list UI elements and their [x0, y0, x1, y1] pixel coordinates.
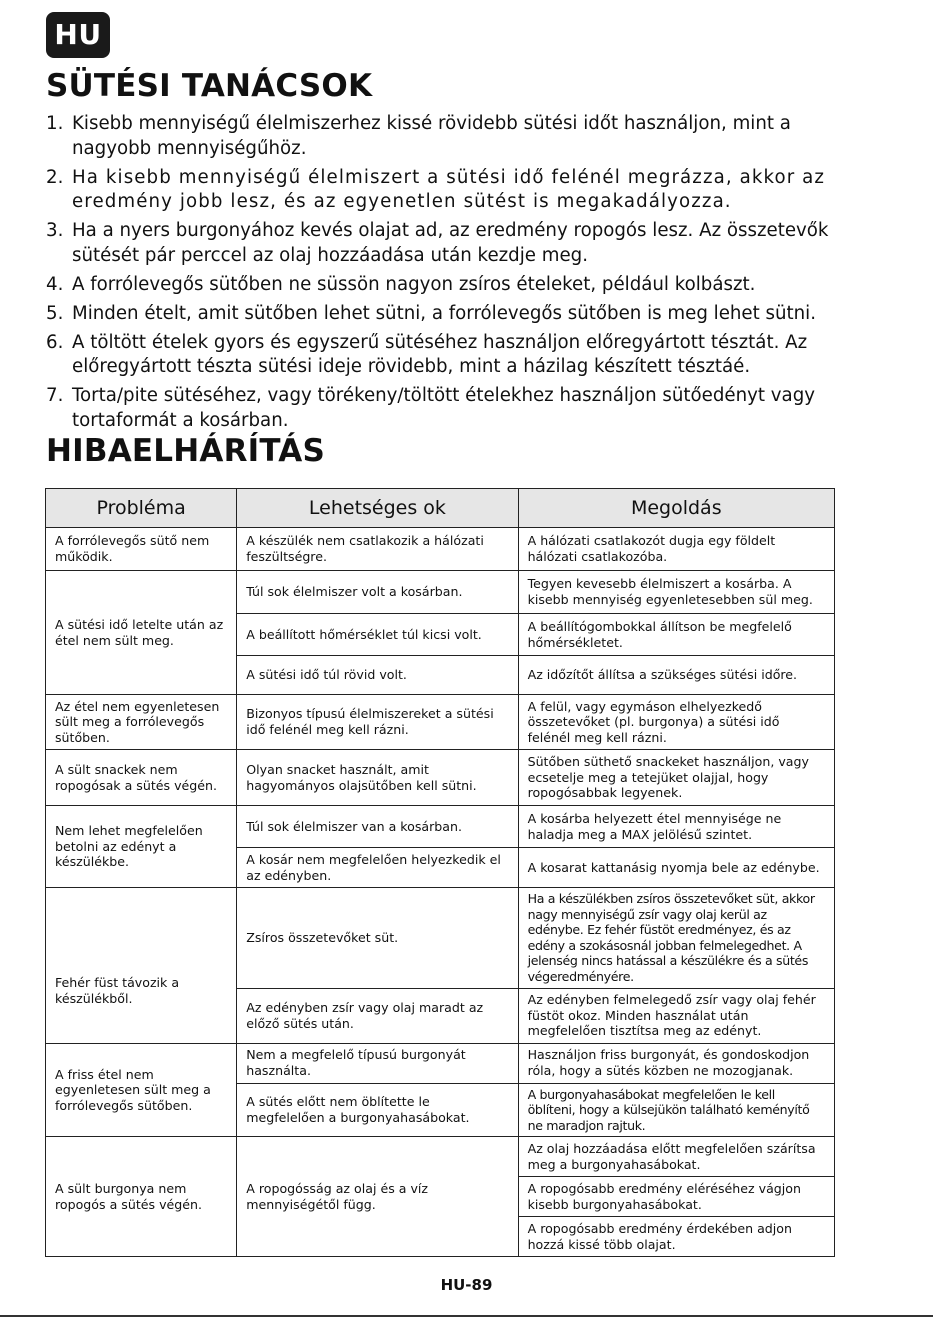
solution-cell: A kosarat kattanásig nyomja bele az edénybe.: [518, 848, 834, 888]
cause-cell: A készülék nem csatlakozik a hálózati feszültségre.: [237, 528, 518, 571]
solution-cell: A ropogósabb eredmény eléréséhez vágjon kisebb burgonyahasábokat.: [518, 1177, 834, 1217]
section-title-cooking-tips: SÜTÉSI TANÁCSOK: [46, 68, 373, 104]
cause-cell: Olyan snacket használt, amit hagyományos olajsütőben kell sütni.: [237, 750, 518, 806]
troubleshooting-table: [45, 488, 835, 1257]
cause-cell: A sütés előtt nem öblítette le megfelelően a burgonyahasábokat.: [237, 1083, 518, 1137]
table-header-row: [46, 489, 835, 528]
solution-cell: Sütőben süthető snackeket használjon, vagy ecsetelje meg a tetejüket olajjal, hogy ropogósabbak legyenek.: [518, 750, 834, 806]
tip-item: 2. Ha kisebb mennyiségű élelmiszert a sütési idő felénél megrázza, akkor az eredmény jobb lesz, és az egyenetlen sütést is megakadályozza.: [46, 166, 826, 212]
solution-cell: Az edényben felmelegedő zsír vagy olaj fehér füstöt okoz. Minden használat után megfelelően tisztítsa meg az edényt.: [518, 988, 834, 1043]
cause-cell: Túl sok élelmiszer volt a kosárban.: [237, 571, 518, 614]
header-problem: Probléma: [46, 489, 237, 528]
tip-item: 7. Torta/pite sütéséhez, vagy törékeny/töltött ételekhez használjon sütőedényt vagy tortaformát a kosárban.: [46, 385, 816, 431]
cause-cell: Túl sok élelmiszer van a kosárban.: [237, 806, 518, 848]
bottom-divider: [0, 1315, 933, 1317]
problem-cell: A sült snackek nem ropogósak a sütés végén.: [46, 750, 237, 806]
problem-cell: Nem lehet megfelelően betolni az edényt a készülékbe.: [46, 806, 237, 888]
header-solution: Megoldás: [518, 489, 834, 528]
solution-cell: A hálózati csatlakozót dugja egy földelt hálózati csatlakozóba.: [518, 528, 834, 571]
table-row: [46, 528, 835, 571]
problem-cell: A sült burgonya nem ropogós a sütés végén.: [46, 1137, 237, 1257]
solution-cell: Tegyen kevesebb élelmiszert a kosárba. A kisebb mennyiség egyenletesebben sül meg.: [518, 571, 834, 614]
solution-cell: Ha a készülékben zsíros összetevőket süt, akkor nagy mennyiségű zsír vagy olaj kerül az edénybe. Ez fehér füstöt eredményez, és az edény a szokásosnál jobban felmelegedhet. A jelenség nincs hatással a készülékre és a sütés végeredményére.: [518, 888, 834, 989]
cause-cell: A sütési idő túl rövid volt.: [237, 656, 518, 695]
language-badge: HU: [46, 12, 110, 58]
tip-item: 4. A forrólevegős sütőben ne süssön nagyon zsíros ételeket, például kolbászt.: [46, 273, 756, 295]
solution-cell: A ropogósabb eredmény érdekében adjon hozzá kissé több olajat.: [518, 1217, 834, 1257]
table-row: [46, 695, 835, 750]
tip-item: 1. Kisebb mennyiségű élelmiszerhez kissé rövidebb sütési időt használjon, mint a nagyobb mennyiségűhöz.: [46, 113, 791, 159]
cause-cell: A beállított hőmérséklet túl kicsi volt.: [237, 614, 518, 656]
table-row: [46, 750, 835, 806]
problem-cell: A forrólevegős sütő nem működik.: [46, 528, 237, 571]
cooking-tips-list: [46, 112, 838, 438]
table-row: [46, 1043, 835, 1083]
solution-cell: Használjon friss burgonyát, és gondoskodjon róla, hogy a sütés közben ne mozogjanak.: [518, 1043, 834, 1083]
solution-cell: A burgonyahasábokat megfelelően le kell öblíteni, hogy a külsejükön található keményítő ne maradjon rajtuk.: [518, 1083, 834, 1137]
problem-cell: A friss étel nem egyenletesen sült meg a forrólevegős sütőben.: [46, 1043, 237, 1137]
problem-cell: Fehér füst távozik a készülékből.: [46, 888, 237, 1044]
tip-item: 3. Ha a nyers burgonyához kevés olajat ad, az eredmény ropogós lesz. Az összetevők sütését pár perccel az olaj hozzáadása után kezdje meg.: [46, 220, 829, 266]
solution-cell: A felül, vagy egymáson elhelyezkedő összetevőket (pl. burgonya) a sütési idő felénél meg kell rázni.: [518, 695, 834, 750]
header-cause: Lehetséges ok: [237, 489, 518, 528]
cause-cell: A kosár nem megfelelően helyezkedik el az edényben.: [237, 848, 518, 888]
solution-cell: A kosárba helyezett étel mennyisége ne haladja meg a MAX jelölésű szintet.: [518, 806, 834, 848]
cause-cell: Nem a megfelelő típusú burgonyát használta.: [237, 1043, 518, 1083]
solution-cell: A beállítógombokkal állítson be megfelelő hőmérsékletet.: [518, 614, 834, 656]
solution-cell: Az időzítőt állítsa a szükséges sütési időre.: [518, 656, 834, 695]
solution-cell: Az olaj hozzáadása előtt megfelelően szárítsa meg a burgonyahasábokat.: [518, 1137, 834, 1177]
table-row: [46, 571, 835, 614]
tip-item: 5. Minden ételt, amit sütőben lehet sütni, a forrólevegős sütőben is meg lehet sütni.: [46, 302, 817, 324]
problem-cell: Az étel nem egyenletesen sült meg a forrólevegős sütőben.: [46, 695, 237, 750]
section-title-troubleshooting: HIBAELHÁRÍTÁS: [46, 433, 326, 469]
table-row: [46, 806, 835, 848]
problem-cell: A sütési idő letelte után az étel nem sült meg.: [46, 571, 237, 695]
cause-cell: A ropogósság az olaj és a víz mennyiségétől függ.: [237, 1137, 518, 1257]
table-row: [46, 888, 835, 989]
cause-cell: Zsíros összetevőket süt.: [237, 888, 518, 989]
cause-cell: Az edényben zsír vagy olaj maradt az előző sütés után.: [237, 988, 518, 1043]
tip-item: 6. A töltött ételek gyors és egyszerű sütéséhez használjon előregyártott tésztát. Az előregyártott tészta sütési ideje rövidebb, mint a házilag készített tésztáé.: [46, 331, 808, 377]
table-row: [46, 1137, 835, 1177]
page-number: HU-89: [440, 1276, 493, 1294]
cause-cell: Bizonyos típusú élelmiszereket a sütési idő felénél meg kell rázni.: [237, 695, 518, 750]
